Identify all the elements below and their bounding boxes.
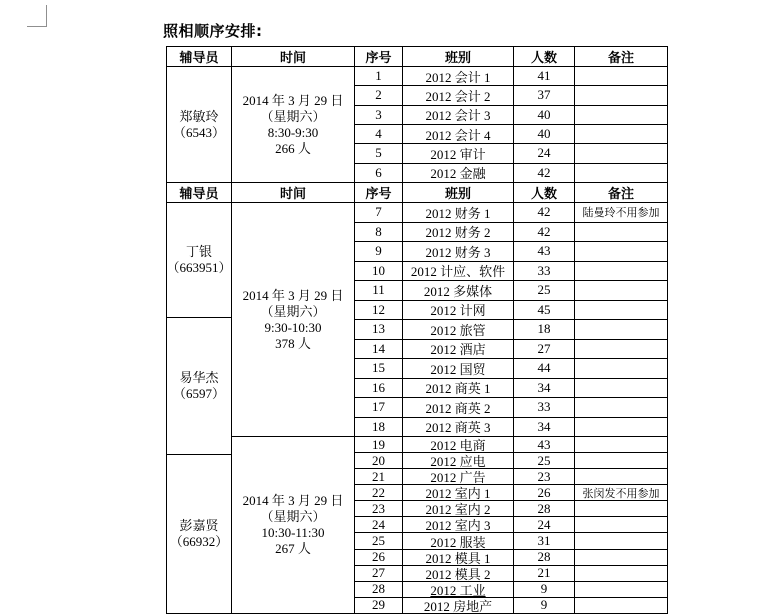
row-no-cell: 27 [355, 566, 403, 582]
row-no-cell: 15 [355, 359, 403, 379]
row-no-cell: 3 [355, 106, 403, 125]
time-count: 378 人 [275, 335, 311, 351]
count-cell: 34 [514, 418, 575, 438]
remark-cell [575, 517, 668, 533]
remark-cell [575, 566, 668, 582]
count-cell: 28 [514, 550, 575, 566]
header-row-2 [167, 183, 668, 203]
table-row [355, 501, 668, 517]
row-no-cell: 22 [355, 485, 403, 501]
count-cell: 27 [514, 340, 575, 360]
table-section-1 [167, 67, 668, 183]
table-row [355, 566, 668, 582]
count-cell: 9 [514, 582, 575, 598]
class-name-cell: 2012 审计 [403, 144, 514, 163]
table-row [355, 320, 668, 340]
remark-cell [575, 398, 668, 418]
time-week: （星期六） [260, 509, 326, 524]
count-cell: 43 [514, 437, 575, 453]
header-time: 时间 [232, 183, 355, 203]
class-name-cell: 2012 模具 1 [403, 550, 514, 566]
class-name-cell: 2012 会计 4 [403, 125, 514, 144]
header-remark: 备注 [575, 47, 668, 67]
rows-group-2 [355, 203, 668, 614]
row-no-cell: 2 [355, 86, 403, 105]
remark-cell [575, 242, 668, 262]
class-name-cell: 2012 会计 1 [403, 67, 514, 86]
class-name-cell: 2012 工业 [403, 582, 514, 598]
count-cell: 40 [514, 106, 575, 125]
time-cell [232, 437, 355, 614]
header-counselor: 辅导员 [167, 183, 232, 203]
count-cell: 42 [514, 203, 575, 223]
row-no-cell: 24 [355, 517, 403, 533]
class-name-cell: 2012 商英 1 [403, 379, 514, 399]
counselor-id: （66932） [169, 534, 229, 549]
table-row [355, 485, 668, 501]
remark-cell [575, 125, 668, 144]
class-name-cell: 2012 应电 [403, 453, 514, 469]
count-cell: 33 [514, 398, 575, 418]
table-row [355, 418, 668, 438]
row-no-cell: 7 [355, 203, 403, 223]
counselor-id: （6543） [172, 124, 225, 140]
row-no-cell: 23 [355, 501, 403, 517]
counselor-cell [167, 203, 232, 318]
time-slot: 8:30-9:30 [267, 124, 319, 140]
time-date: 2014 年 3 月 29 日 [242, 287, 344, 303]
header-time: 时间 [232, 47, 355, 67]
time-cell [232, 203, 355, 437]
row-no-cell: 25 [355, 533, 403, 549]
table-row [355, 598, 668, 614]
count-cell: 42 [514, 223, 575, 243]
table-row [355, 398, 668, 418]
counselor-name: 丁银 [185, 244, 212, 259]
remark-cell [575, 437, 668, 453]
class-name-cell: 2012 商英 2 [403, 398, 514, 418]
count-cell: 37 [514, 86, 575, 105]
class-name-cell: 2012 多媒体 [403, 281, 514, 301]
counselor-cell [167, 318, 232, 455]
table-row [355, 281, 668, 301]
count-cell: 24 [514, 517, 575, 533]
remark-cell: 陆曼玲不用参加 [575, 203, 668, 223]
table-row [355, 144, 668, 163]
row-no-cell: 5 [355, 144, 403, 163]
count-cell: 33 [514, 262, 575, 282]
row-no-cell: 13 [355, 320, 403, 340]
remark-cell [575, 164, 668, 183]
row-no-cell: 4 [355, 125, 403, 144]
class-name-cell: 2012 计网 [403, 301, 514, 321]
row-no-cell: 17 [355, 398, 403, 418]
row-no-cell: 29 [355, 598, 403, 614]
time-slot: 10:30-11:30 [261, 525, 325, 540]
remark-cell [575, 501, 668, 517]
header-count: 人数 [514, 183, 575, 203]
count-cell: 25 [514, 281, 575, 301]
time-count: 266 人 [275, 140, 311, 156]
table-row [355, 517, 668, 533]
class-name-cell: 2012 模具 2 [403, 566, 514, 582]
count-cell: 18 [514, 320, 575, 340]
remark-cell [575, 533, 668, 549]
time-cell [232, 67, 355, 183]
remark-cell [575, 301, 668, 321]
remark-cell [575, 262, 668, 282]
remark-cell [575, 320, 668, 340]
table-row [355, 125, 668, 144]
table-row [355, 67, 668, 86]
time-date: 2014 年 3 月 29 日 [242, 493, 344, 508]
remark-cell: 张闵发不用参加 [575, 485, 668, 501]
table-row [355, 262, 668, 282]
table-section-2 [167, 203, 668, 614]
class-name-cell: 2012 广告 [403, 469, 514, 485]
table-row [355, 301, 668, 321]
counselor-name: 易华杰 [179, 370, 219, 385]
row-no-cell: 16 [355, 379, 403, 399]
counselor-id: （6597） [172, 386, 225, 401]
remark-cell [575, 281, 668, 301]
count-cell: 21 [514, 566, 575, 582]
class-name-cell: 2012 会计 3 [403, 106, 514, 125]
time-column [232, 67, 355, 183]
count-cell: 40 [514, 125, 575, 144]
count-cell: 28 [514, 501, 575, 517]
count-cell: 45 [514, 301, 575, 321]
remark-cell [575, 453, 668, 469]
page-corner-mark-vertical [46, 5, 47, 27]
table-row [355, 550, 668, 566]
class-name-cell: 2012 室内 1 [403, 485, 514, 501]
class-name-cell: 2012 服装 [403, 533, 514, 549]
class-name-cell: 2012 会计 2 [403, 86, 514, 105]
counselor-name: 郑敏玲 [179, 108, 219, 124]
counselor-name: 彭嘉贤 [179, 518, 219, 533]
class-name-cell: 2012 财务 3 [403, 242, 514, 262]
row-no-cell: 18 [355, 418, 403, 438]
table-row [355, 437, 668, 453]
class-name-cell: 2012 金融 [403, 164, 514, 183]
count-cell: 26 [514, 485, 575, 501]
row-no-cell: 26 [355, 550, 403, 566]
table-row [355, 453, 668, 469]
header-row-1 [167, 47, 668, 67]
counselor-cell [167, 455, 232, 614]
count-cell: 23 [514, 469, 575, 485]
class-name-cell: 2012 财务 1 [403, 203, 514, 223]
remark-cell [575, 86, 668, 105]
class-name-cell: 2012 计应、软件 [403, 262, 514, 282]
table-row [355, 359, 668, 379]
row-no-cell: 12 [355, 301, 403, 321]
remark-cell [575, 67, 668, 86]
table-row [355, 203, 668, 223]
count-cell: 41 [514, 67, 575, 86]
class-name-cell: 2012 酒店 [403, 340, 514, 360]
count-cell: 42 [514, 164, 575, 183]
table-row [355, 86, 668, 105]
count-cell: 24 [514, 144, 575, 163]
photo-schedule-table [166, 46, 668, 614]
rows-group-1 [355, 67, 668, 183]
row-no-cell: 10 [355, 262, 403, 282]
counselor-column [167, 67, 232, 183]
class-name-cell: 2012 旅管 [403, 320, 514, 340]
row-no-cell: 21 [355, 469, 403, 485]
remark-cell [575, 144, 668, 163]
row-no-cell: 1 [355, 67, 403, 86]
remark-cell [575, 340, 668, 360]
remark-cell [575, 582, 668, 598]
remark-cell [575, 223, 668, 243]
class-name-cell: 2012 室内 2 [403, 501, 514, 517]
class-name-cell: 2012 室内 3 [403, 517, 514, 533]
table-row [355, 106, 668, 125]
table-row [355, 469, 668, 485]
header-counselor: 辅导员 [167, 47, 232, 67]
count-cell: 9 [514, 598, 575, 614]
time-column [232, 203, 355, 614]
table-row [355, 582, 668, 598]
class-name-cell: 2012 电商 [403, 437, 514, 453]
table-row [355, 242, 668, 262]
table-row [355, 379, 668, 399]
header-class: 班别 [403, 47, 514, 67]
table-row [355, 340, 668, 360]
table-row [355, 223, 668, 243]
remark-cell [575, 359, 668, 379]
counselor-column [167, 203, 232, 614]
row-no-cell: 11 [355, 281, 403, 301]
remark-cell [575, 379, 668, 399]
count-cell: 31 [514, 533, 575, 549]
row-no-cell: 9 [355, 242, 403, 262]
count-cell: 34 [514, 379, 575, 399]
row-no-cell: 19 [355, 437, 403, 453]
row-no-cell: 6 [355, 164, 403, 183]
row-no-cell: 28 [355, 582, 403, 598]
class-name-cell: 2012 财务 2 [403, 223, 514, 243]
remark-cell [575, 550, 668, 566]
header-class: 班别 [403, 183, 514, 203]
remark-cell [575, 418, 668, 438]
remark-cell [575, 106, 668, 125]
header-no: 序号 [355, 183, 403, 203]
counselor-cell [167, 67, 232, 183]
count-cell: 25 [514, 453, 575, 469]
time-date: 2014 年 3 月 29 日 [242, 92, 344, 108]
time-count: 267 人 [275, 541, 311, 556]
counselor-id: （663951） [166, 260, 232, 275]
count-cell: 44 [514, 359, 575, 379]
table-row [355, 533, 668, 549]
page-title: 照相顺序安排: [163, 22, 263, 40]
row-no-cell: 14 [355, 340, 403, 360]
time-slot: 9:30-10:30 [264, 319, 322, 335]
class-name-cell: 2012 国贸 [403, 359, 514, 379]
count-cell: 43 [514, 242, 575, 262]
remark-cell [575, 598, 668, 614]
remark-cell [575, 469, 668, 485]
time-week: （星期六） [260, 303, 326, 319]
row-no-cell: 8 [355, 223, 403, 243]
header-remark: 备注 [575, 183, 668, 203]
row-no-cell: 20 [355, 453, 403, 469]
header-no: 序号 [355, 47, 403, 67]
class-name-cell: 2012 商英 3 [403, 418, 514, 438]
page-corner-mark-horizontal [27, 26, 47, 27]
class-name-cell: 2012 房地产 [403, 598, 514, 614]
time-week: （星期六） [260, 108, 326, 124]
header-count: 人数 [514, 47, 575, 67]
table-row [355, 164, 668, 183]
